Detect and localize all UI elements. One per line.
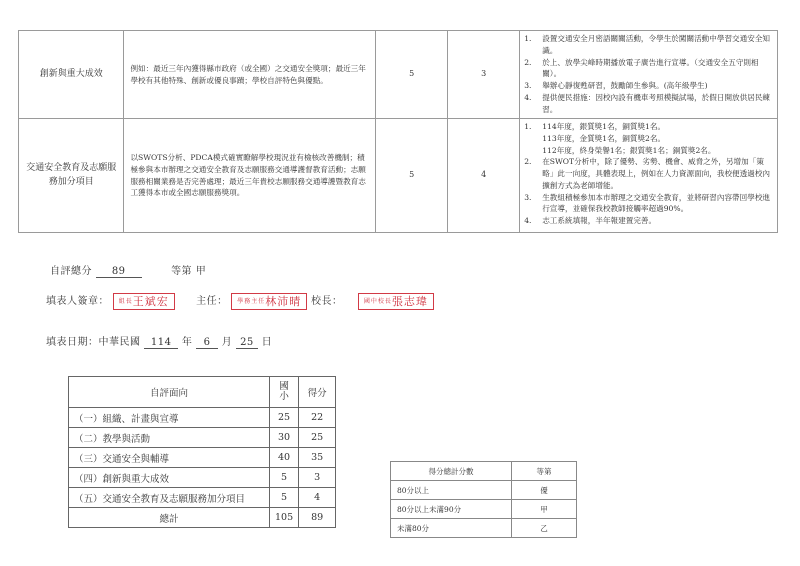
list-item: 3. 舉辦心靜復甦研習，鼓勵師生參與。(高年級學生) [524,81,708,91]
list-item: 4. 提供便民措施：因校內設有機車考照模擬試場，於假日開放供居民練習。 [524,92,771,114]
table-row [69,408,336,428]
range-cell: 80分以上未滿90分 [391,500,512,519]
table-row [19,31,778,119]
item-name: 創新與重大成效 [19,31,124,119]
self-eval-score: 89 [96,266,142,278]
table-header-row [69,377,336,408]
item-description: 以SWOTS分析、PDCA模式確實瞭解學校現況並有檢核改善機制；積極參與本市辦理之交通安全教育及志願服務交通導護督教育活動；志願服務相關業務是否完善處理；最近三年貴校志願服務交通導護暨教育志工獲得本市或全國志願服務獎項。 [124,119,376,233]
director-label: 主任： [196,296,228,307]
max-cell: 25 [270,408,299,428]
summary-table [68,376,336,528]
score-cell: 3 [299,468,336,488]
total-max: 105 [270,508,299,528]
date-label: 填表日期：中華民國 [46,337,141,348]
item-description: 例如：最近三年內獲得縣市政府（或全國）之交通安全獎項；最近三年學校有其他特殊、創新或優良事蹟；學校自評特色與優點。 [124,31,376,119]
grade-label: 等第 [171,266,193,277]
list-item: 2. 在SWOT分析中，除了優勢、劣勢、機會、威脅之外，另增加「策略」此一向度，具體表現上，例如在人力資源面向，我校便透過校內擴創方式為老師增能。 [524,157,771,190]
grade-cell: 乙 [512,519,577,538]
range-cell: 未滿80分 [391,519,512,538]
max-cell: 5 [270,468,299,488]
header-grade: 等第 [512,462,577,481]
table-total-row [69,508,336,528]
table-row [391,481,577,500]
principal-label: 校長： [310,296,343,307]
list-item: 112年度，終身榮譽1名；銀質獎1名；銅質獎2名。 [542,145,716,155]
grade-cell: 甲 [512,500,577,519]
score-cell: 25 [299,428,336,448]
header-max: 國小 [270,377,299,408]
date-day: 25 [236,337,258,349]
score-cell: 35 [299,448,336,468]
table-row [391,500,577,519]
year-unit: 年 [181,337,193,348]
table-row [69,448,336,468]
header-aspect: 自評面向 [69,377,270,408]
aspect-cell: （三）交通安全與輔導 [69,448,270,468]
list-item: 1. 設置交通安全月密語關關活動，令學生於闖關活動中學習交通安全知識。 [524,34,771,55]
item-name: 交通安全教育及志願服務加分項目 [19,119,124,233]
date-month: 6 [196,337,218,349]
item-measures [520,31,778,119]
max-cell: 30 [270,428,299,448]
filler-label: 填表人簽章： [46,296,109,307]
max-cell: 5 [270,488,299,508]
table-row [69,428,336,448]
item-measures [520,119,778,233]
table-header-row [391,462,577,481]
grade-criteria-table [390,461,577,538]
aspect-cell: （一）組織、計畫與宣導 [69,408,270,428]
grade-cell: 優 [512,481,577,500]
range-cell: 80分以上 [391,481,512,500]
month-unit: 月 [221,337,233,348]
aspect-cell: （五）交通安全教育及志願服務加分項目 [69,488,270,508]
total-label: 總計 [69,508,270,528]
director-stamp: 學務主任林沛晴 [231,293,307,310]
date-year: 114 [144,337,178,349]
item-max-score: 5 [376,31,448,119]
max-cell: 40 [270,448,299,468]
grade-value: 甲 [195,266,207,277]
table-row [69,468,336,488]
list-item: 4. 志工系統填報，半年報建置完善。 [524,216,657,226]
item-self-score: 4 [448,119,520,233]
list-item: 113年度，金質獎1名，銅質獎2名。 [542,133,666,143]
day-unit: 日 [261,337,273,348]
self-evaluation-line [50,262,206,278]
item-max-score: 5 [376,119,448,233]
aspect-cell: （二）教學與活動 [69,428,270,448]
total-score: 89 [299,508,336,528]
item-self-score: 3 [448,31,520,119]
header-range: 得分總計分數 [391,462,512,481]
list-item: 2. 於上、放學尖峰時期播放電子廣告進行宣導。（交通安全五守則相關）。 [524,57,759,79]
table-row [69,488,336,508]
self-eval-label: 自評總分 [50,266,92,277]
table-row [391,519,577,538]
list-item: 1. 114年度，銀質獎1名，銅質獎1名。 [524,122,666,131]
principal-stamp: 國中校長張志瑋 [358,293,434,310]
evaluation-items-table [18,30,778,233]
score-cell: 22 [299,408,336,428]
score-cell: 4 [299,488,336,508]
date-line [46,333,272,349]
filler-stamp: 組長王斌宏 [113,293,175,310]
list-item: 3. 生教組積極參加本市辦理之交通安全教育，並將研習內容帶回學校進行宣導，並確保我校教師接觸率超過90%。 [524,192,771,214]
signature-line [46,292,434,310]
table-row [19,119,778,233]
aspect-cell: （四）創新與重大成效 [69,468,270,488]
header-score: 得分 [299,377,336,408]
